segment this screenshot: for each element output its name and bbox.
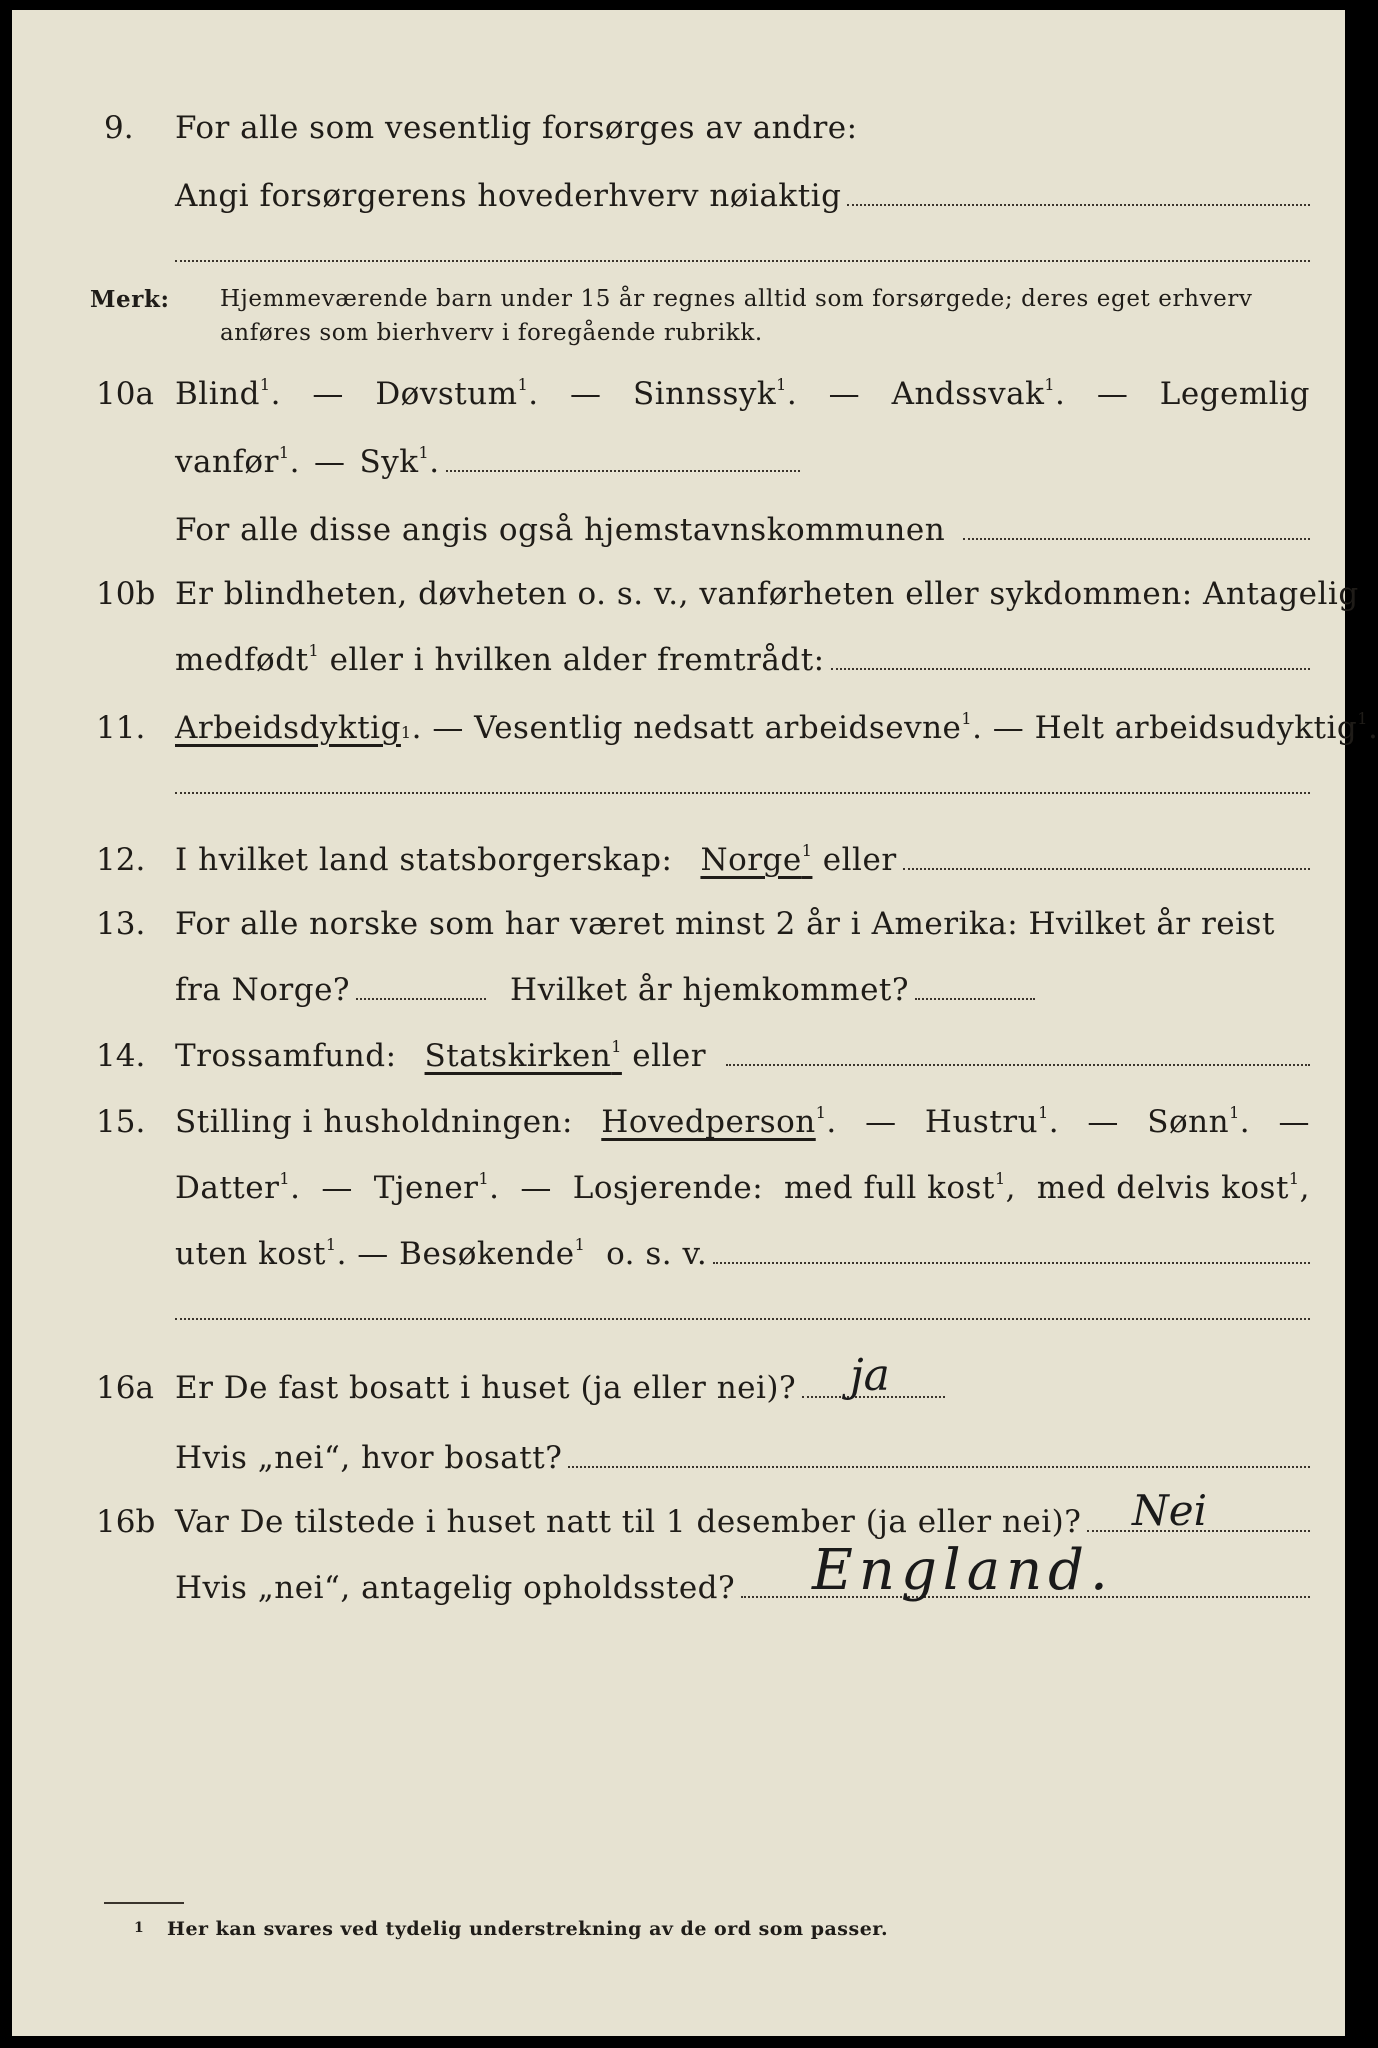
q11-number: 11. [96, 710, 146, 746]
option-andssvak[interactable]: Andssvak$^1$. [891, 375, 1066, 412]
q10b-line1: Er blindheten, døvheten o. s. v., vanførheten eller sykdommen: Antagelig [175, 576, 1359, 612]
q15-answer-field[interactable] [175, 1318, 1310, 1320]
q9-number: 9. [104, 110, 134, 146]
q16a-line1: Er De fast bosatt i huset (ja eller nei)? [175, 1370, 945, 1406]
q10a-syk-field[interactable] [446, 469, 800, 472]
option-hovedperson-selected[interactable]: Hovedperson$^1$. [601, 1103, 837, 1140]
census-form-page [12, 10, 1378, 2036]
q12-number: 12. [96, 842, 146, 878]
q15-number: 15. [96, 1104, 146, 1140]
q16b-line2: Hvis „nei“, antagelig opholdssted? [175, 1570, 1310, 1606]
q15-line1: Stilling i husholdningen: Hovedperson$^1$. — Hustru$^1$. — Sønn$^1$. — [175, 1103, 1310, 1140]
option-dovstum[interactable]: Døvstum$^1$. [375, 375, 539, 412]
q16b-handwritten-location[interactable]: England. [812, 1538, 1114, 1603]
option-full-kost[interactable]: med full kost$^1$, [784, 1169, 1016, 1206]
q16b-number: 16b [96, 1504, 156, 1540]
option-blind[interactable]: Blind$^1$. [175, 375, 281, 412]
option-uten-kost[interactable]: uten kost$^1$. [175, 1235, 347, 1272]
option-nedsatt[interactable]: . — Vesentlig nedsatt arbeidsevne$^1$ [411, 709, 973, 746]
option-statskirken-selected[interactable]: Statskirken$^1$ [424, 1037, 622, 1074]
option-udyktig[interactable]: . — Helt arbeidsudyktig$^1$ [972, 709, 1368, 746]
q16b-line1: Var De tilstede i huset natt til 1 desember (ja eller nei)? [175, 1504, 1310, 1540]
option-sonn[interactable]: Sønn$^1$. [1147, 1103, 1251, 1140]
q10b-alder-field[interactable] [831, 667, 1310, 670]
q9-line1 [175, 110, 858, 146]
merk-label: Merk: [90, 286, 170, 313]
q13-reist-field[interactable] [356, 997, 486, 1000]
q16a-number: 16a [96, 1370, 154, 1406]
q10a-hjemstavn-field[interactable] [963, 537, 1310, 540]
q12-land-field[interactable] [903, 867, 1310, 870]
q13-line2: fra Norge? Hvilket år hjemkommet? [175, 972, 1035, 1008]
q10a-line2: vanfør$^1$. — Syk$^1$. [175, 444, 800, 480]
q10b-line2: medfødt$^1$ eller i hvilken alder fremtrådt: [175, 642, 1310, 678]
footnote-divider [104, 1902, 184, 1904]
q15-line3: uten kost$^1$. — Besøkende$^1$ o. s. v. [175, 1236, 1310, 1272]
q16a-bosatt-field[interactable] [568, 1465, 1310, 1468]
merk-line1: Hjemmeværende barn under 15 år regnes alltid som forsørgede; deres eget erhverv [220, 286, 1253, 312]
q14-trossamfund-field[interactable] [726, 1063, 1310, 1066]
q9-answer-field[interactable] [847, 203, 1310, 206]
footnote-mark: 1 [134, 1920, 145, 1936]
q9-line2 [175, 178, 1310, 214]
q9-answer-field-2[interactable] [175, 260, 1310, 262]
option-datter[interactable]: Datter$^1$. [175, 1169, 301, 1206]
option-vanfor[interactable]: vanfør$^1$. [175, 443, 300, 480]
option-norge-selected[interactable]: Norge$^1$ [700, 841, 813, 878]
q13-hjemkommet-field[interactable] [915, 997, 1035, 1000]
q10a-number: 10a [96, 376, 154, 412]
q9-label: Angi forsørgerens hovederhverv nøiaktig [175, 178, 842, 214]
q12-line: I hvilket land statsborgerskap: Norge$^1$ eller [175, 842, 1310, 878]
q15-field[interactable] [713, 1261, 1310, 1264]
q10a-line1: Blind$^1$. — Døvstum$^1$. — Sinnssyk$^1$. — Andssvak$^1$. — Legemlig [175, 375, 1310, 412]
option-besokende[interactable]: Besøkende$^1$ [399, 1235, 586, 1272]
q13-number: 13. [96, 906, 146, 942]
option-syk[interactable]: Syk$^1$. [359, 443, 440, 480]
q15-line2: Datter$^1$. — Tjener$^1$. — Losjerende: med full kost$^1$, med delvis kost$^1$, [175, 1169, 1310, 1206]
q10b-number: 10b [96, 576, 156, 612]
option-arbeidsdyktig-selected[interactable]: Arbeidsdyktig [175, 710, 401, 746]
q11-line1: Arbeidsdyktig 1 . — Vesentlig nedsatt arbeidsevne$^1$ . — Helt arbeidsudyktig$^1$ . [175, 709, 1378, 746]
q16a-handwritten-answer[interactable]: ja [850, 1350, 890, 1401]
option-medfodt[interactable]: medfødt$^1$ [175, 641, 320, 678]
q16b-handwritten-answer[interactable]: Nei [1132, 1486, 1208, 1535]
q14-number: 14. [96, 1038, 146, 1074]
option-sinnssyk[interactable]: Sinnssyk$^1$. [632, 375, 798, 412]
q16a-line2: Hvis „nei“, hvor bosatt? [175, 1440, 1310, 1476]
option-tjener[interactable]: Tjener$^1$. [373, 1169, 500, 1206]
q10a-line3: For alle disse angis også hjemstavnskommunen [175, 512, 1310, 548]
q9-text: For alle som vesentlig forsørges av andre: [175, 110, 858, 146]
q14-line: Trossamfund: Statskirken$^1$ eller [175, 1038, 1310, 1074]
q11-answer-field[interactable] [175, 792, 1310, 794]
option-legemlig[interactable]: Legemlig [1159, 376, 1310, 412]
merk-line2: anføres som bierhverv i foregående rubrikk. [220, 320, 763, 346]
option-delvis-kost[interactable]: med delvis kost$^1$, [1036, 1169, 1310, 1206]
q13-line1: For alle norske som har været minst 2 år i Amerika: Hvilket år reist [175, 906, 1275, 942]
option-hustru[interactable]: Hustru$^1$. [924, 1103, 1060, 1140]
footnote-text: Her kan svares ved tydelig understrekning av de ord som passer. [167, 1918, 889, 1940]
